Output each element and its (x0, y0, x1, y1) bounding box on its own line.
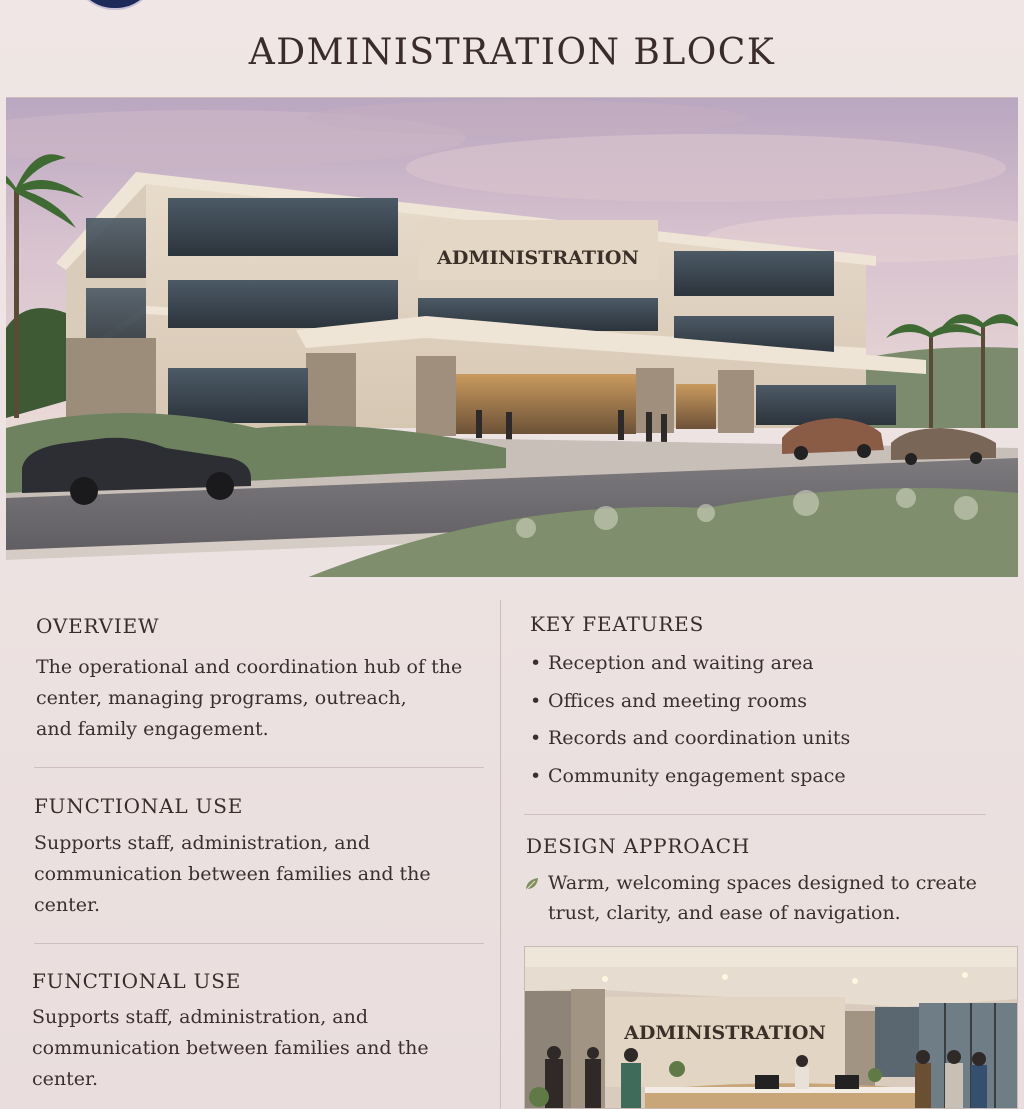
list-item: • Reception and waiting area (530, 652, 814, 674)
feature-label: Community engagement space (548, 764, 846, 787)
key-features-list (530, 648, 990, 798)
functional-use-line: center. (32, 1068, 99, 1090)
key-features-heading: KEY FEATURES (530, 612, 705, 636)
functional-use-line: Supports staff, administration, and (34, 832, 371, 854)
column-divider (500, 600, 501, 1109)
feature-label: Records and coordination units (548, 727, 851, 749)
overview-line: The operational and coordination hub of the (36, 656, 463, 678)
functional-use-line: communication between families and the (34, 863, 431, 885)
functional-use-heading: FUNCTIONAL USE (34, 794, 244, 818)
functional-use-text (34, 828, 494, 921)
leaf-icon (524, 876, 540, 892)
list-item: • Community engagement space (530, 764, 846, 787)
list-item: • Offices and meeting rooms (530, 689, 807, 712)
functional-use-text-2 (32, 1002, 492, 1095)
lobby-sign-text: ADMINISTRATION (624, 1022, 826, 1044)
functional-use-line: Supports staff, administration, and (32, 1006, 369, 1028)
hero-building-image (6, 97, 1018, 577)
page-title: ADMINISTRATION BLOCK (248, 32, 776, 73)
section-divider (34, 767, 484, 768)
design-approach-line: Warm, welcoming spaces designed to create (548, 872, 977, 894)
feature-label: Offices and meeting rooms (548, 689, 807, 712)
list-item: • Records and coordination units (530, 727, 851, 749)
design-approach-line: trust, clarity, and ease of navigation. (548, 902, 901, 924)
overview-heading: OVERVIEW (36, 614, 160, 638)
functional-use-line: communication between families and the (32, 1037, 429, 1059)
functional-use-line: center. (34, 894, 101, 916)
hero-sign-text: ADMINISTRATION (437, 247, 639, 269)
overview-text (36, 652, 496, 745)
overview-line: center, managing programs, outreach, (36, 687, 407, 709)
functional-use-heading-2: FUNCTIONAL USE (32, 969, 242, 993)
design-approach-text (548, 868, 1008, 928)
design-approach-heading: DESIGN APPROACH (526, 834, 751, 858)
overview-line: and family engagement. (36, 718, 269, 740)
lobby-image (524, 946, 1018, 1109)
title-band (6, 0, 1018, 97)
section-divider (34, 943, 484, 944)
feature-label: Reception and waiting area (548, 652, 814, 674)
section-divider (524, 814, 986, 815)
